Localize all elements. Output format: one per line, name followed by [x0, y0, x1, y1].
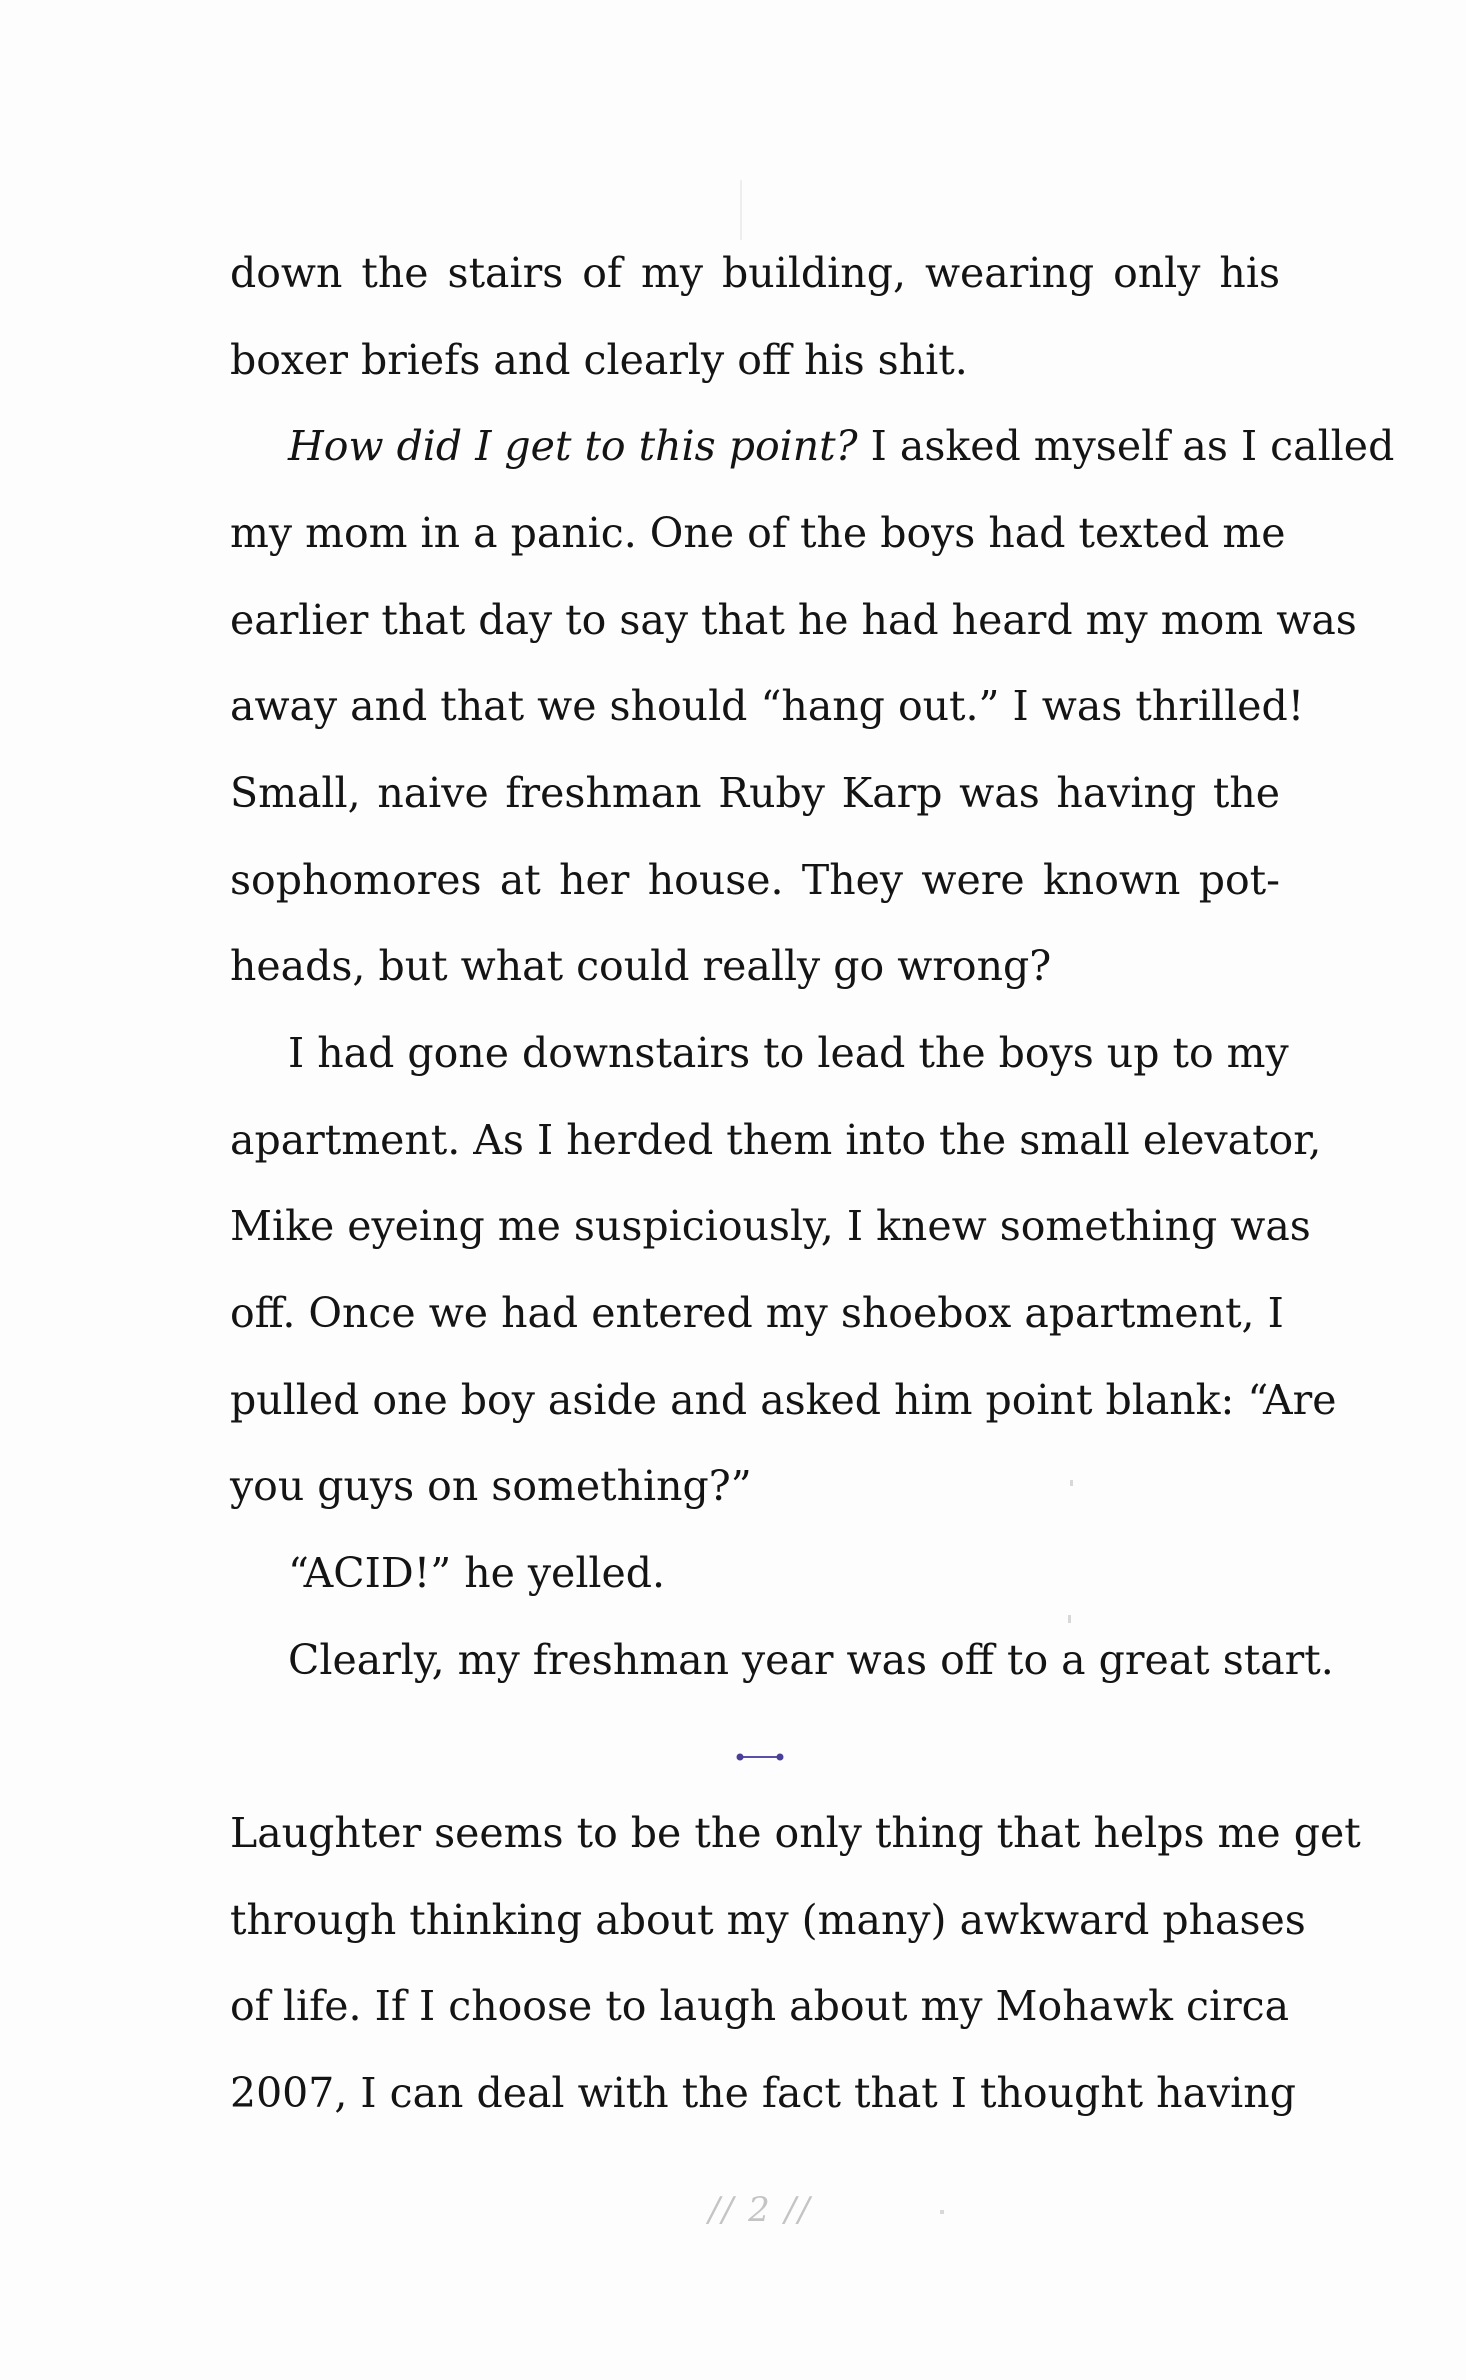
text-line: earlier that day to say that he had heard my mom was — [230, 596, 1357, 644]
scan-artifact — [1070, 1480, 1073, 1486]
text-span: I asked myself as I called — [857, 422, 1395, 470]
text-line: heads, but what could really go wrong? — [230, 942, 1052, 990]
text-line: pulled one boy aside and asked him point blank: “Are — [230, 1376, 1337, 1424]
text-line — [288, 416, 1395, 476]
text-line: Laughter seems to be the only thing that helps me get — [230, 1809, 1361, 1857]
text-line: sophomores at her house. They were known pot- — [230, 856, 1280, 904]
text-line: my mom in a panic. One of the boys had texted me — [230, 509, 1286, 557]
dumbbell-ornament-icon — [735, 1752, 785, 1762]
text-line: 2007, I can deal with the fact that I thought having — [230, 2069, 1296, 2117]
text-line: away and that we should “hang out.” I was thrilled! — [230, 682, 1305, 730]
text-line: you guys on something?” — [230, 1462, 752, 1510]
text-line: of life. If I choose to laugh about my Mohawk circa — [230, 1982, 1290, 2030]
text-line: “ACID!” he yelled. — [288, 1549, 666, 1597]
text-line: Clearly, my freshman year was off to a great start. — [288, 1636, 1334, 1684]
scan-artifact — [1068, 1615, 1071, 1623]
page-number: // 2 // — [708, 2190, 812, 2230]
text-line: boxer briefs and clearly off his shit. — [230, 336, 968, 384]
scan-artifact — [740, 180, 742, 240]
scan-artifact — [940, 2210, 944, 2214]
text-line: through thinking about my (many) awkward phases — [230, 1896, 1306, 1944]
text-line: Mike eyeing me suspiciously, I knew something was — [230, 1202, 1311, 1250]
text-line: I had gone downstairs to lead the boys up to my — [288, 1029, 1289, 1077]
text-line: off. Once we had entered my shoebox apartment, I — [230, 1289, 1284, 1337]
text-line: Small, naive freshman Ruby Karp was having the — [230, 769, 1280, 817]
italic-thought: How did I get to this point? — [288, 422, 858, 470]
text-line: down the stairs of my building, wearing only his — [230, 249, 1280, 297]
text-line: apartment. As I herded them into the small elevator, — [230, 1116, 1322, 1164]
